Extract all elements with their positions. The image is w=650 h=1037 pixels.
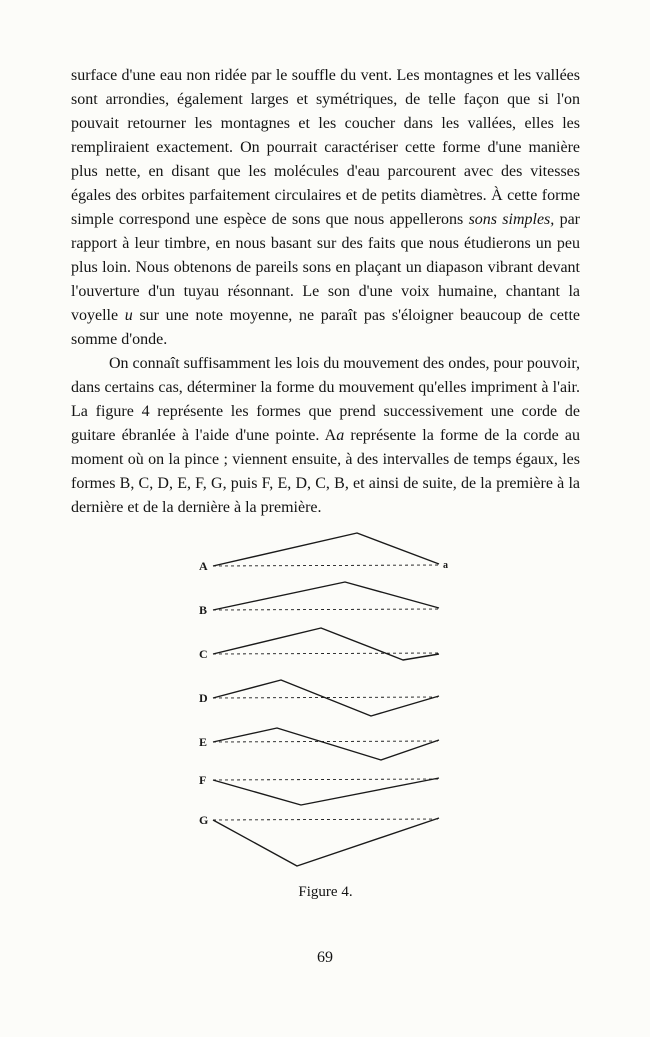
body-text <box>71 64 580 520</box>
baseline-dashed <box>213 653 439 654</box>
row-label: G <box>198 813 208 827</box>
string-curve <box>213 778 439 805</box>
paragraph <box>71 64 580 352</box>
italic-text: sons simples, <box>468 211 555 228</box>
figure-4 <box>71 528 580 901</box>
baseline-dashed <box>213 609 439 610</box>
row-label: E <box>198 735 207 749</box>
baseline-dashed <box>213 779 439 780</box>
paragraph <box>71 352 580 520</box>
baseline-dashed <box>213 741 439 742</box>
row-label: B <box>198 603 207 617</box>
text-run: sur une note moyenne, ne paraît pas s'éloigner beaucoup de cette somme d'onde. <box>71 307 580 348</box>
italic-text: u <box>124 307 133 324</box>
row-label: A <box>198 559 208 573</box>
waveform-row-G <box>199 813 439 866</box>
row-label: C <box>198 647 208 661</box>
text-run: On connaît suffisamment les lois du mouvement des ondes, pour pouvoir, dans certains cas, déterminer la forme du mouvement qu'elles impriment à l'air. La figure 4 représente les formes que prend successivement une corde de guitare ébranlée à l'aide d'une pointe. A <box>71 355 580 444</box>
waveform-row-A <box>199 533 448 573</box>
waveform-row-D <box>199 680 439 716</box>
text-run: par rapport à leur timbre, en nous basant sur des faits que nous étudierons un peu plus loin. Nous obtenons de pareils sons en plaçant un diapason vibrant devant l'ouverture d'un tuyau résonnant. Le son d'une voix humaine, chantant la voyelle <box>71 211 580 324</box>
string-curve <box>213 533 439 566</box>
string-curve <box>213 680 439 716</box>
string-curve <box>213 728 439 760</box>
baseline-dashed <box>213 565 439 566</box>
baseline-dashed <box>213 819 439 820</box>
text-run: représente la forme de la corde au moment où on la pince ; viennent ensuite, à des intervalles de temps égaux, les formes B, C, D, E, F, G, puis F, E, D, C, B, et ainsi de suite, de la première à la dernière et de la dernière à la première. <box>71 427 581 516</box>
waveform-row-E <box>199 728 439 760</box>
text-run: surface d'une eau non ridée par le souffle du vent. Les montagnes et les vallées sont arrondies, également larges et symétriques, de telle façon que si l'on pouvait retourner les montagnes et les coucher dans les vallées, elles les rempliraient exactement. On pourrait caractériser cette forme d'une manière plus nette, en disant que les molécules d'eau parcourent avec des vitesses égales des orbites parfaitement circulaires et de petits diamètres. À cette forme simple correspond une espèce de sons que nous appellerons <box>71 67 580 228</box>
figure-caption: Figure 4. <box>298 884 353 900</box>
string-curve <box>213 818 439 866</box>
page-number: 69 <box>317 949 333 966</box>
row-label-right: a <box>442 560 448 571</box>
waveform-row-F <box>199 773 439 805</box>
waveform-diagram <box>199 528 453 876</box>
string-curve <box>213 582 439 610</box>
waveform-row-B <box>199 582 439 617</box>
row-label: D <box>198 691 208 705</box>
waveform-row-C <box>199 628 439 661</box>
string-curve <box>213 628 439 660</box>
row-label: F <box>198 773 206 787</box>
italic-text: a <box>336 427 345 444</box>
